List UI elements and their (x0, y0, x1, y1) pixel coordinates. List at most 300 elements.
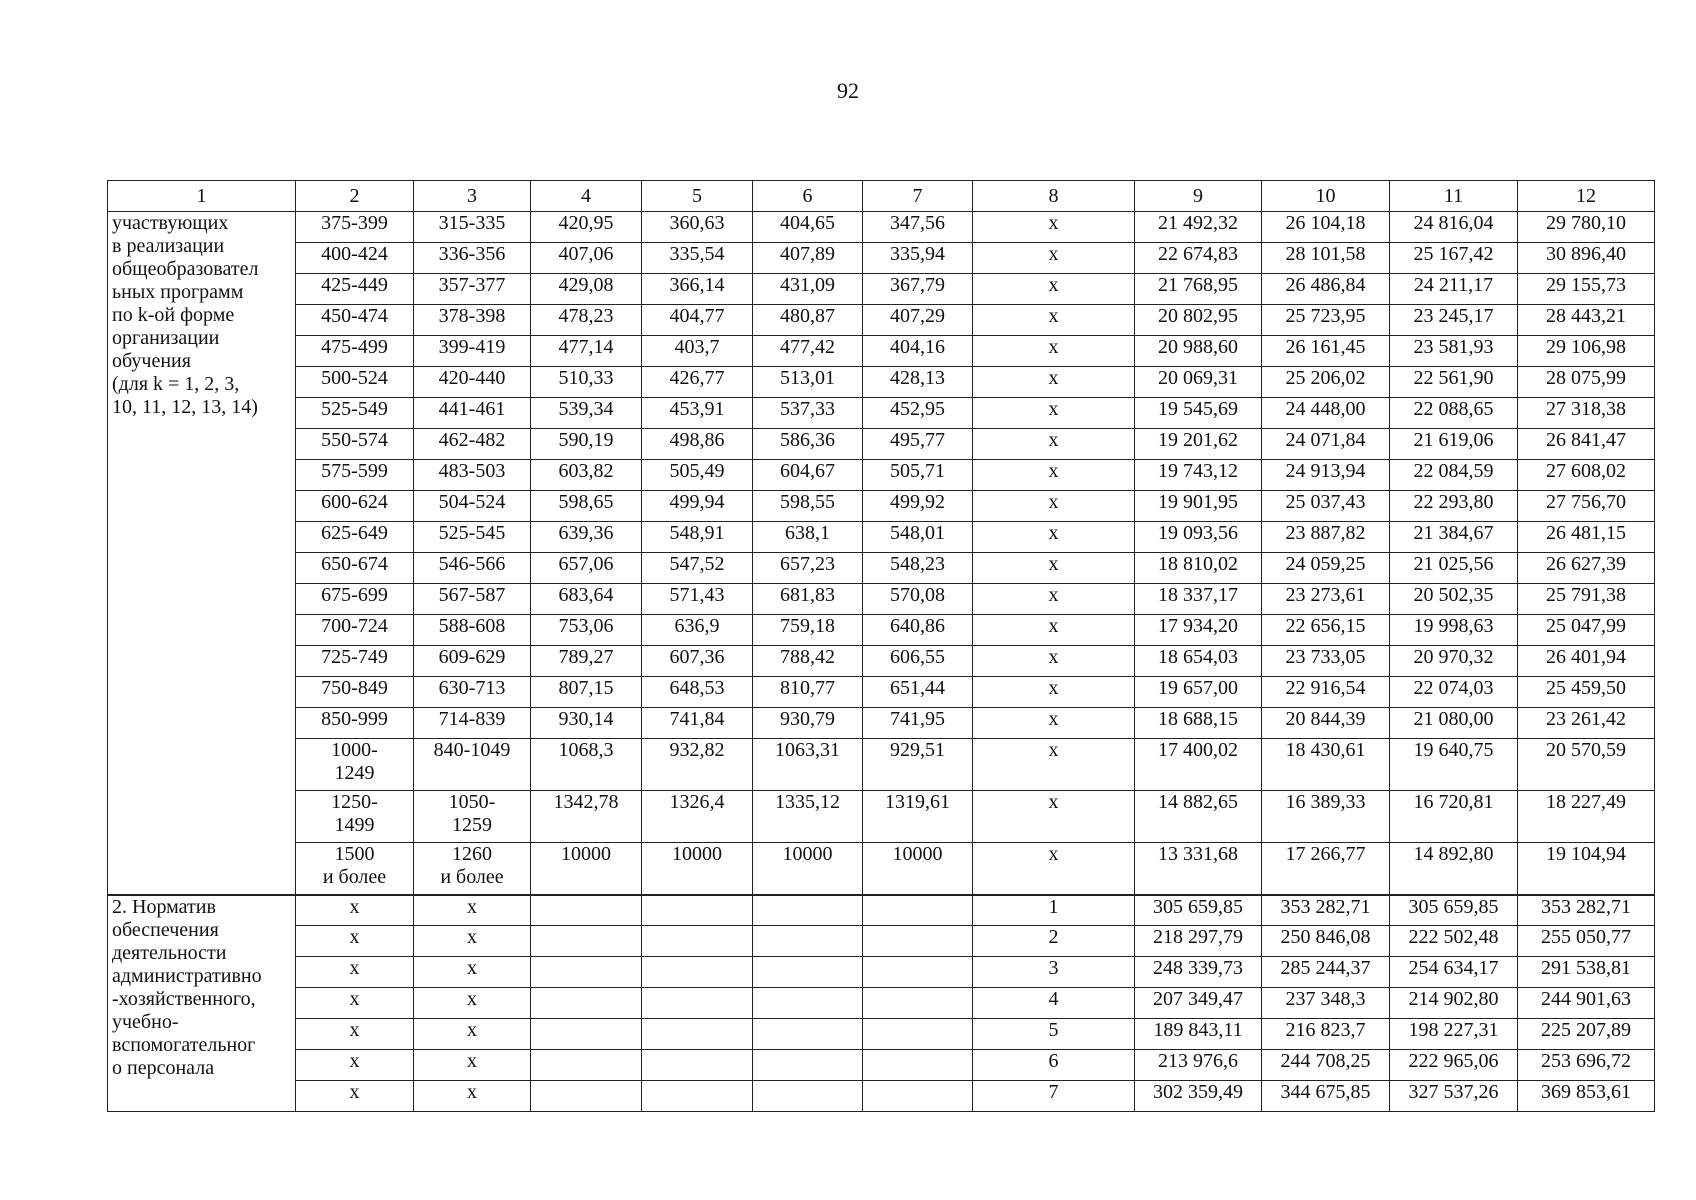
table-row (108, 584, 1655, 615)
table-cell: 315-335 (414, 212, 531, 243)
table-cell: 23 245,17 (1390, 305, 1518, 336)
table-cell: 7 (973, 1081, 1135, 1112)
table-cell: 609-629 (414, 646, 531, 677)
table-cell: 10000 (531, 843, 642, 895)
table-cell: 750-849 (296, 677, 414, 708)
table-cell: 546-566 (414, 553, 531, 584)
table-cell: 237 348,3 (1262, 988, 1390, 1019)
cell-line: 1499 (334, 814, 375, 836)
table-cell: 20 802,95 (1135, 305, 1262, 336)
table-cell: 23 581,93 (1390, 336, 1518, 367)
section1-label (108, 212, 296, 895)
table-cell: 400-424 (296, 243, 414, 274)
table-cell (753, 1081, 863, 1112)
label-line: о персонала (112, 1056, 215, 1079)
table-cell: 929,51 (863, 739, 973, 791)
table-cell: 548,91 (642, 522, 753, 553)
table-cell: 14 882,65 (1135, 791, 1262, 843)
table-cell: 504-524 (414, 491, 531, 522)
label-line: в реализации (112, 235, 225, 257)
table-cell: 428,13 (863, 367, 973, 398)
table-cell: 22 674,83 (1135, 243, 1262, 274)
table-cell: x (973, 243, 1135, 274)
table-cell (531, 926, 642, 957)
table-cell: 681,83 (753, 584, 863, 615)
table-cell (296, 739, 414, 791)
table-cell: 24 071,84 (1262, 429, 1390, 460)
table-cell: 24 059,25 (1262, 553, 1390, 584)
table-cell (642, 1019, 753, 1050)
cell-line: 1050- (448, 791, 496, 813)
table-cell: 22 561,90 (1390, 367, 1518, 398)
table-cell: 29 780,10 (1518, 212, 1655, 243)
table-cell: 930,14 (531, 708, 642, 739)
header-cell: 9 (1135, 181, 1262, 212)
table-cell: x (414, 895, 531, 926)
table-cell (642, 895, 753, 926)
table-cell: 305 659,85 (1390, 895, 1518, 926)
table-cell: 453,91 (642, 398, 753, 429)
table-cell (414, 739, 531, 791)
table-row (108, 429, 1655, 460)
table-cell (863, 1081, 973, 1112)
cell-line: 840-1049 (433, 739, 511, 761)
table-cell: 606,55 (863, 646, 973, 677)
table-cell (531, 957, 642, 988)
table-cell: 450-474 (296, 305, 414, 336)
table-cell: 285 244,37 (1262, 957, 1390, 988)
table-cell: 21 025,56 (1390, 553, 1518, 584)
table-cell (531, 1050, 642, 1081)
table-cell: 353 282,71 (1262, 895, 1390, 926)
table-cell: 19 545,69 (1135, 398, 1262, 429)
table-cell: 27 318,38 (1518, 398, 1655, 429)
table-cell: 189 843,11 (1135, 1019, 1262, 1050)
table-cell: 225 207,89 (1518, 1019, 1655, 1050)
table-cell: 21 768,95 (1135, 274, 1262, 305)
header-cell: 7 (863, 181, 973, 212)
table-cell: 26 401,94 (1518, 646, 1655, 677)
table-cell: x (296, 1050, 414, 1081)
table-cell: 25 167,42 (1390, 243, 1518, 274)
table-cell: x (973, 677, 1135, 708)
table-body (108, 212, 1655, 1112)
table-cell: 788,42 (753, 646, 863, 677)
table-cell: 22 074,03 (1390, 677, 1518, 708)
label-line: 10, 11, 12, 13, 14) (112, 396, 258, 418)
label-line: организации (112, 327, 220, 349)
table-cell: 407,06 (531, 243, 642, 274)
table-cell: 357-377 (414, 274, 531, 305)
table-cell: 505,71 (863, 460, 973, 491)
table-cell: 18 810,02 (1135, 553, 1262, 584)
table-cell: 24 913,94 (1262, 460, 1390, 491)
table-cell: x (973, 615, 1135, 646)
table-row (108, 1050, 1655, 1081)
table-cell: 10000 (753, 843, 863, 895)
table-cell: 21 492,32 (1135, 212, 1262, 243)
table-cell (863, 895, 973, 926)
cell-line: 1500 (334, 843, 375, 865)
table-cell: x (296, 1081, 414, 1112)
table-cell: 24 816,04 (1390, 212, 1518, 243)
table-row (108, 367, 1655, 398)
table-row (108, 1019, 1655, 1050)
table-cell: 741,95 (863, 708, 973, 739)
table-cell: 600-624 (296, 491, 414, 522)
table-cell: 403,7 (642, 336, 753, 367)
table-cell: 404,65 (753, 212, 863, 243)
table-cell (531, 988, 642, 1019)
table-cell: 21 619,06 (1390, 429, 1518, 460)
table-cell: 22 293,80 (1390, 491, 1518, 522)
table-cell: 19 093,56 (1135, 522, 1262, 553)
table-cell: 18 654,03 (1135, 646, 1262, 677)
table-cell: 20 970,32 (1390, 646, 1518, 677)
table-cell: 222 502,48 (1390, 926, 1518, 957)
table-cell: 29 155,73 (1518, 274, 1655, 305)
table-cell: x (973, 429, 1135, 460)
table-cell: 404,77 (642, 305, 753, 336)
table-cell: 807,15 (531, 677, 642, 708)
table-cell: x (296, 926, 414, 957)
table-cell: 547,52 (642, 553, 753, 584)
table-row (108, 708, 1655, 739)
table-cell: 26 104,18 (1262, 212, 1390, 243)
table-cell: 378-398 (414, 305, 531, 336)
cell-line: 1250- (331, 791, 378, 813)
table-cell: 500-524 (296, 367, 414, 398)
table-cell: 23 887,82 (1262, 522, 1390, 553)
table-cell: x (414, 1081, 531, 1112)
table-cell (414, 843, 531, 895)
table-row (108, 988, 1655, 1019)
table-cell: 198 227,31 (1390, 1019, 1518, 1050)
table-cell: 27 756,70 (1518, 491, 1655, 522)
table-cell: 5 (973, 1019, 1135, 1050)
table-cell (296, 791, 414, 843)
table-cell: x (296, 957, 414, 988)
table-cell: x (973, 708, 1135, 739)
label-line: деятельности (112, 941, 227, 964)
table-cell: 537,33 (753, 398, 863, 429)
table-cell (863, 988, 973, 1019)
header-cell: 1 (108, 181, 296, 212)
table-cell: x (414, 988, 531, 1019)
table-cell: 478,23 (531, 305, 642, 336)
table-cell: 636,9 (642, 615, 753, 646)
label-line: вспомогательног (112, 1033, 256, 1056)
table-row (108, 274, 1655, 305)
label-line: общеобразовател (112, 258, 259, 280)
table-cell: 23 273,61 (1262, 584, 1390, 615)
table-cell: 429,08 (531, 274, 642, 305)
table-cell (863, 957, 973, 988)
table-cell: 22 916,54 (1262, 677, 1390, 708)
table-cell: 1063,31 (753, 739, 863, 791)
table-row (108, 212, 1655, 243)
table-cell: 305 659,85 (1135, 895, 1262, 926)
table-cell: 651,44 (863, 677, 973, 708)
table-cell: 510,33 (531, 367, 642, 398)
table-cell: x (296, 988, 414, 1019)
table-cell: 1326,4 (642, 791, 753, 843)
table-cell (753, 1050, 863, 1081)
table-cell: 16 389,33 (1262, 791, 1390, 843)
table-cell: 18 227,49 (1518, 791, 1655, 843)
table-cell: 714-839 (414, 708, 531, 739)
table-cell: 407,89 (753, 243, 863, 274)
table-cell: 10000 (863, 843, 973, 895)
page-number: 92 (837, 78, 859, 103)
table-cell: 335,54 (642, 243, 753, 274)
cell-line: 1249 (334, 762, 375, 784)
table-cell: 353 282,71 (1518, 895, 1655, 926)
table-row (108, 398, 1655, 429)
table-cell: x (973, 305, 1135, 336)
table-cell: 603,82 (531, 460, 642, 491)
table-cell: 932,82 (642, 739, 753, 791)
table-cell: x (973, 274, 1135, 305)
label-line: обеспечения (112, 918, 219, 941)
table-cell: 513,01 (753, 367, 863, 398)
table-row (108, 895, 1655, 926)
label-line: -хозяйственного, (112, 987, 256, 1010)
table-cell: 505,49 (642, 460, 753, 491)
table-cell: 588-608 (414, 615, 531, 646)
table-row (108, 460, 1655, 491)
table-cell: 23 733,05 (1262, 646, 1390, 677)
table-cell: 347,56 (863, 212, 973, 243)
table-row (108, 615, 1655, 646)
table-cell: 567-587 (414, 584, 531, 615)
table-cell: 367,79 (863, 274, 973, 305)
table-cell: 639,36 (531, 522, 642, 553)
table-row (108, 1081, 1655, 1112)
table-cell: 570,08 (863, 584, 973, 615)
table-cell: 17 934,20 (1135, 615, 1262, 646)
cell-line: 1259 (452, 814, 492, 836)
table-cell: 25 206,02 (1262, 367, 1390, 398)
table-cell: 218 297,79 (1135, 926, 1262, 957)
table-cell: x (414, 1019, 531, 1050)
table-cell: 336-356 (414, 243, 531, 274)
table-cell: x (296, 895, 414, 926)
label-line: 2. Норматив (112, 895, 216, 918)
table-cell: 18 688,15 (1135, 708, 1262, 739)
table-cell: 3 (973, 957, 1135, 988)
table-cell: 20 988,60 (1135, 336, 1262, 367)
table-cell: 24 211,17 (1390, 274, 1518, 305)
table-cell: 2 (973, 926, 1135, 957)
table-cell: 244 708,25 (1262, 1050, 1390, 1081)
table-cell (753, 957, 863, 988)
table-row (108, 791, 1655, 843)
table-cell: 525-545 (414, 522, 531, 553)
table-cell: 344 675,85 (1262, 1081, 1390, 1112)
table-cell: 590,19 (531, 429, 642, 460)
cell-line: 1260 (452, 843, 492, 865)
table-cell: 291 538,81 (1518, 957, 1655, 988)
table-cell: 930,79 (753, 708, 863, 739)
table-cell: 550-574 (296, 429, 414, 460)
table-cell: 23 261,42 (1518, 708, 1655, 739)
table-cell: 250 846,08 (1262, 926, 1390, 957)
table-cell (296, 843, 414, 895)
table-cell: 29 106,98 (1518, 336, 1655, 367)
header-cell: 6 (753, 181, 863, 212)
table-cell: 19 657,00 (1135, 677, 1262, 708)
table-cell: 420,95 (531, 212, 642, 243)
header-cell: 2 (296, 181, 414, 212)
table-cell: x (414, 957, 531, 988)
table-cell: 1335,12 (753, 791, 863, 843)
table-cell: 525-549 (296, 398, 414, 429)
table-cell: 640,86 (863, 615, 973, 646)
table-cell: 21 384,67 (1390, 522, 1518, 553)
table-cell (863, 926, 973, 957)
table-cell: 753,06 (531, 615, 642, 646)
table-cell (753, 926, 863, 957)
table-cell (863, 1050, 973, 1081)
table-cell: x (973, 739, 1135, 791)
header-cell: 12 (1518, 181, 1655, 212)
table-cell: 425-449 (296, 274, 414, 305)
table-cell: 1342,78 (531, 791, 642, 843)
table-cell: 20 844,39 (1262, 708, 1390, 739)
table-cell: 10000 (642, 843, 753, 895)
header-cell: 3 (414, 181, 531, 212)
table-cell: 499,92 (863, 491, 973, 522)
table-cell: 462-482 (414, 429, 531, 460)
table-row (108, 522, 1655, 553)
cell-line: и более (440, 866, 504, 888)
table-cell: 19 201,62 (1135, 429, 1262, 460)
table-cell (642, 957, 753, 988)
table-cell: 675-699 (296, 584, 414, 615)
table-cell: 27 608,02 (1518, 460, 1655, 491)
table-cell: 28 443,21 (1518, 305, 1655, 336)
table-cell: 375-399 (296, 212, 414, 243)
header-cell: 8 (973, 181, 1135, 212)
table-cell: 216 823,7 (1262, 1019, 1390, 1050)
table-cell: 17 400,02 (1135, 739, 1262, 791)
table-cell: 28 101,58 (1262, 243, 1390, 274)
table-cell: 4 (973, 988, 1135, 1019)
table-cell: 254 634,17 (1390, 957, 1518, 988)
table-cell: 19 104,94 (1518, 843, 1655, 895)
table-cell: 253 696,72 (1518, 1050, 1655, 1081)
table-cell: 850-999 (296, 708, 414, 739)
label-line: (для k = 1, 2, 3, (112, 373, 240, 395)
table-cell: 625-649 (296, 522, 414, 553)
table-cell: 18 430,61 (1262, 739, 1390, 791)
table-cell: 586,36 (753, 429, 863, 460)
table-cell (753, 895, 863, 926)
table-cell: 19 743,12 (1135, 460, 1262, 491)
table-cell (642, 926, 753, 957)
table-cell: 475-499 (296, 336, 414, 367)
table-cell: 539,34 (531, 398, 642, 429)
table-cell: 19 640,75 (1390, 739, 1518, 791)
table-cell: 480,87 (753, 305, 863, 336)
table-cell: 725-749 (296, 646, 414, 677)
table-cell: 214 902,80 (1390, 988, 1518, 1019)
table-cell: 22 656,15 (1262, 615, 1390, 646)
table-cell: 25 791,38 (1518, 584, 1655, 615)
table-cell: 22 088,65 (1390, 398, 1518, 429)
table-cell: 789,27 (531, 646, 642, 677)
table-cell: 683,64 (531, 584, 642, 615)
table-cell: 399-419 (414, 336, 531, 367)
table-cell: 1068,3 (531, 739, 642, 791)
table-cell (531, 895, 642, 926)
table-cell: 366,14 (642, 274, 753, 305)
table-cell: 207 349,47 (1135, 988, 1262, 1019)
table-cell: x (973, 553, 1135, 584)
table-cell: 657,06 (531, 553, 642, 584)
table-cell: 407,29 (863, 305, 973, 336)
table-row (108, 843, 1655, 895)
table-cell: 302 359,49 (1135, 1081, 1262, 1112)
table-cell: 25 047,99 (1518, 615, 1655, 646)
table-row (108, 739, 1655, 791)
table-cell: 20 069,31 (1135, 367, 1262, 398)
table-cell: x (973, 212, 1135, 243)
table-cell: 360,63 (642, 212, 753, 243)
table-header (108, 181, 1655, 212)
table-cell: 213 976,6 (1135, 1050, 1262, 1081)
table-cell: 16 720,81 (1390, 791, 1518, 843)
table-cell (642, 988, 753, 1019)
table-cell: 17 266,77 (1262, 843, 1390, 895)
table-cell (753, 988, 863, 1019)
table-cell: 24 448,00 (1262, 398, 1390, 429)
table-cell: 25 037,43 (1262, 491, 1390, 522)
table-cell: 20 502,35 (1390, 584, 1518, 615)
table-cell: 26 161,45 (1262, 336, 1390, 367)
table-cell: 20 570,59 (1518, 739, 1655, 791)
table-cell: 255 050,77 (1518, 926, 1655, 957)
table-cell: 498,86 (642, 429, 753, 460)
table-cell: 452,95 (863, 398, 973, 429)
table-cell: 759,18 (753, 615, 863, 646)
table-cell: 741,84 (642, 708, 753, 739)
table-cell: x (973, 522, 1135, 553)
header-cell: 5 (642, 181, 753, 212)
table-cell: 575-599 (296, 460, 414, 491)
table-cell (642, 1050, 753, 1081)
table-cell: 477,42 (753, 336, 863, 367)
table-cell: 571,43 (642, 584, 753, 615)
section2-label (108, 895, 296, 1112)
cell-line: 1000- (331, 739, 378, 761)
table-cell: 420-440 (414, 367, 531, 398)
norms-table (107, 180, 1655, 1112)
table-row (108, 305, 1655, 336)
table-cell: 26 486,84 (1262, 274, 1390, 305)
table-cell (531, 1019, 642, 1050)
table-row (108, 336, 1655, 367)
table-cell: 248 339,73 (1135, 957, 1262, 988)
table-cell: 13 331,68 (1135, 843, 1262, 895)
table-cell: 30 896,40 (1518, 243, 1655, 274)
label-line: ьных программ (112, 281, 244, 303)
table-cell: 630-713 (414, 677, 531, 708)
table-cell: 700-724 (296, 615, 414, 646)
table-cell: 657,23 (753, 553, 863, 584)
table-row (108, 553, 1655, 584)
